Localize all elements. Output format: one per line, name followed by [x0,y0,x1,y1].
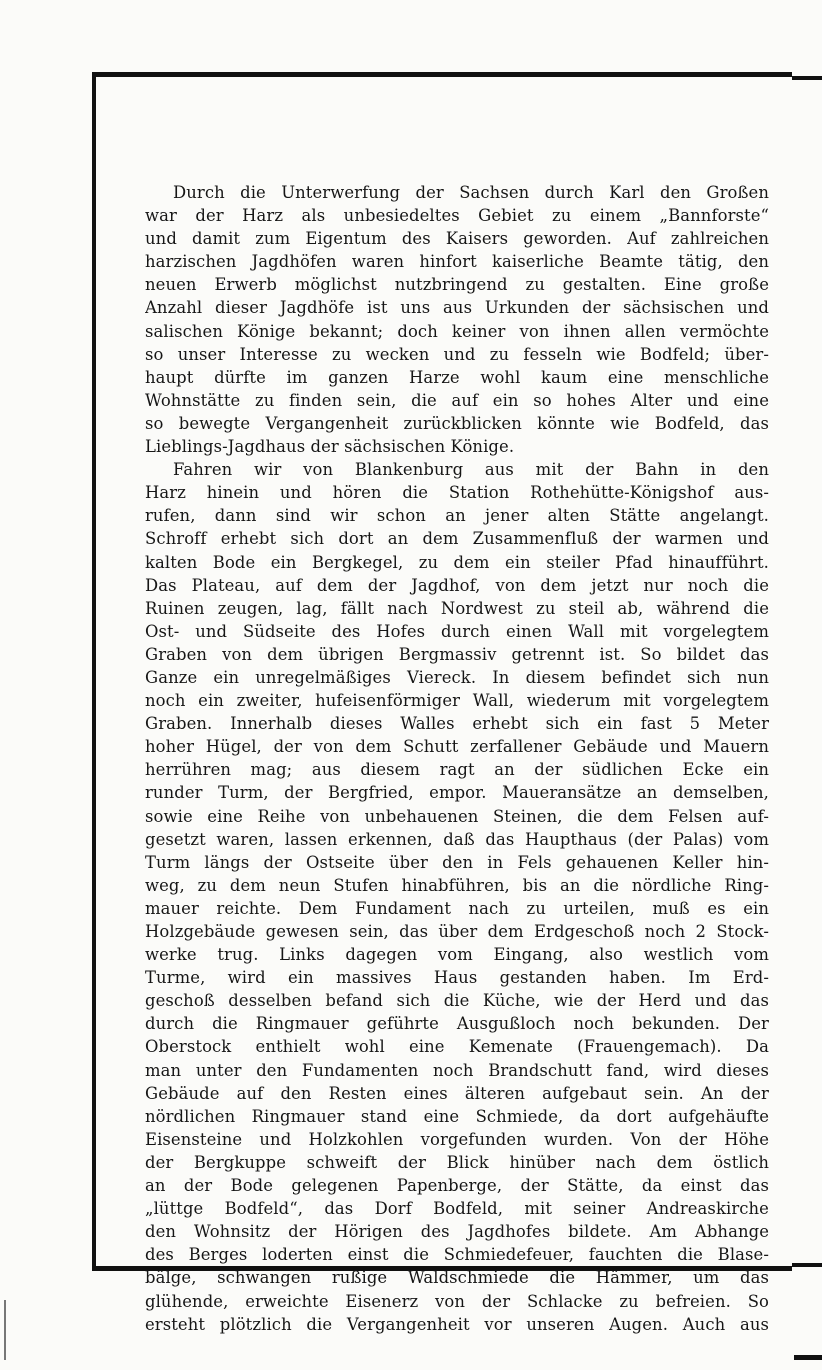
text-line: so unser Interesse zu wecken und zu fesseln wie Bodfeld; über- [145,344,769,364]
frame-rule-left [92,72,96,1270]
text-line: Graben. Innerhalb dieses Walles erhebt sich ein fast 5 Meter [145,714,769,734]
text-line: Wohnstätte zu finden sein, die auf ein so hohes Alter und eine [145,390,769,410]
text-line: und damit zum Eigentum des Kaisers geworden. Auf zahlreichen [145,229,769,249]
frame-rule-bottom-extension [792,1263,822,1267]
text-line: Lieblings-Jagdhaus der sächsischen Könige. [145,437,515,457]
frame-rule-top [92,72,792,77]
scan-edge-artifact [4,1300,6,1360]
text-line: neuen Erwerb möglichst nutzbringend zu gestalten. Eine große [145,275,769,295]
text-line: noch ein zweiter, hufeisenförmiger Wall, wiederum mit vorgelegtem [145,691,769,711]
text-line: gesetzt waren, lassen erkennen, daß das Haupthaus (der Palas) vom [145,829,769,849]
text-line: an der Bode gelegenen Papenberge, der Stätte, da einst das [145,1176,769,1196]
text-line: Fahren wir von Blankenburg aus mit der Bahn in den [173,460,769,480]
text-line: sowie eine Reihe von unbehauenen Steinen, die dem Felsen auf- [145,806,769,826]
text-line: runder Turm, der Bergfried, empor. Maueransätze an demselben, [145,783,769,803]
text-line: rufen, dann sind wir schon an jener alten Stätte angelangt. [145,506,769,526]
text-line: Durch die Unterwerfung der Sachsen durch Karl den Großen [173,183,769,202]
text-line: herrühren mag; aus diesem ragt an der südlichen Ecke ein [145,760,769,780]
page-body-text [145,181,769,1336]
text-line: „lüttge Bodfeld“, das Dorf Bodfeld, mit seiner Andreaskirche [145,1199,769,1219]
text-line: Gebäude auf den Resten eines älteren aufgebaut sein. An der [145,1083,769,1103]
text-line: den Wohnsitz der Hörigen des Jagdhofes bildete. Am Abhange [145,1222,769,1242]
text-line: glühende, erweichte Eisenerz von der Schlacke zu befreien. So [145,1291,769,1311]
text-line: Harz hinein und hören die Station Rothehütte-Königshof aus- [145,483,769,503]
text-line: ersteht plötzlich die Vergangenheit vor unseren Augen. Auch aus [145,1314,769,1334]
text-line: kalten Bode ein Bergkegel, zu dem ein steiler Pfad hinaufführt. [145,552,769,572]
text-line: werke trug. Links dagegen vom Eingang, also westlich vom [145,945,769,965]
text-line: Graben von dem übrigen Bergmassiv getrennt ist. So bildet das [145,644,769,664]
text-line: geschoß desselben befand sich die Küche, wie der Herd und das [145,991,769,1011]
text-line: des Berges loderten einst die Schmiedefeuer, fauchten die Blase- [145,1245,769,1265]
text-line: Oberstock enthielt wohl eine Kemenate (Frauengemach). Da [145,1037,769,1057]
text-line: durch die Ringmauer geführte Ausgußloch noch bekunden. Der [145,1014,769,1034]
text-line: Ruinen zeugen, lag, fällt nach Nordwest zu steil ab, während die [145,598,769,618]
text-line: Eisensteine und Holzkohlen vorgefunden wurden. Von der Höhe [145,1129,769,1149]
text-line: so bewegte Vergangenheit zurückblicken könnte wie Bodfeld, das [145,413,769,433]
text-line: Das Plateau, auf dem der Jagdhof, von dem jetzt nur noch die [145,575,769,595]
text-line: hoher Hügel, der von dem Schutt zerfallener Gebäude und Mauern [145,737,769,757]
text-line: bälge, schwangen rußige Waldschmiede die Hämmer, um das [145,1268,769,1288]
text-line: salischen Könige bekannt; doch keiner von ihnen allen vermöchte [145,321,769,341]
text-line: Ganze ein unregelmäßiges Viereck. In diesem befindet sich nun [145,667,769,687]
text-line: war der Harz als unbesiedeltes Gebiet zu einem „Bannforste“ [145,206,769,226]
frame-rule-top-extension [792,76,822,80]
text-line: Turm längs der Ostseite über den in Fels gehauenen Keller hin- [145,852,769,872]
text-line: haupt dürfte im ganzen Harze wohl kaum eine menschliche [145,367,769,387]
text-line: man unter den Fundamenten noch Brandschutt fand, wird dieses [145,1060,769,1080]
text-line: Holzgebäude gewesen sein, das über dem Erdgeschoß noch 2 Stock- [145,922,769,941]
text-line: weg, zu dem neun Stufen hinabführen, bis an die nördliche Ring- [145,875,769,895]
text-line: Anzahl dieser Jagdhöfe ist uns aus Urkunden der sächsischen und [145,298,769,318]
text-line: Schroff erhebt sich dort an dem Zusammenfluß der warmen und [145,529,769,549]
page-edge-mark-bottom [794,1355,822,1360]
text-line: Turme, wird ein massives Haus gestanden haben. Im Erd- [145,968,769,988]
text-line: mauer reichte. Dem Fundament nach zu urteilen, muß es ein [145,898,769,918]
text-line: harzischen Jagdhöfen waren hinfort kaiserliche Beamte tätig, den [145,252,769,272]
text-line: Ost- und Südseite des Hofes durch einen Wall mit vorgelegtem [145,621,769,641]
text-line: nördlichen Ringmauer stand eine Schmiede, da dort aufgehäufte [145,1106,769,1126]
text-line: der Bergkuppe schweift der Blick hinüber nach dem östlich [145,1152,769,1172]
